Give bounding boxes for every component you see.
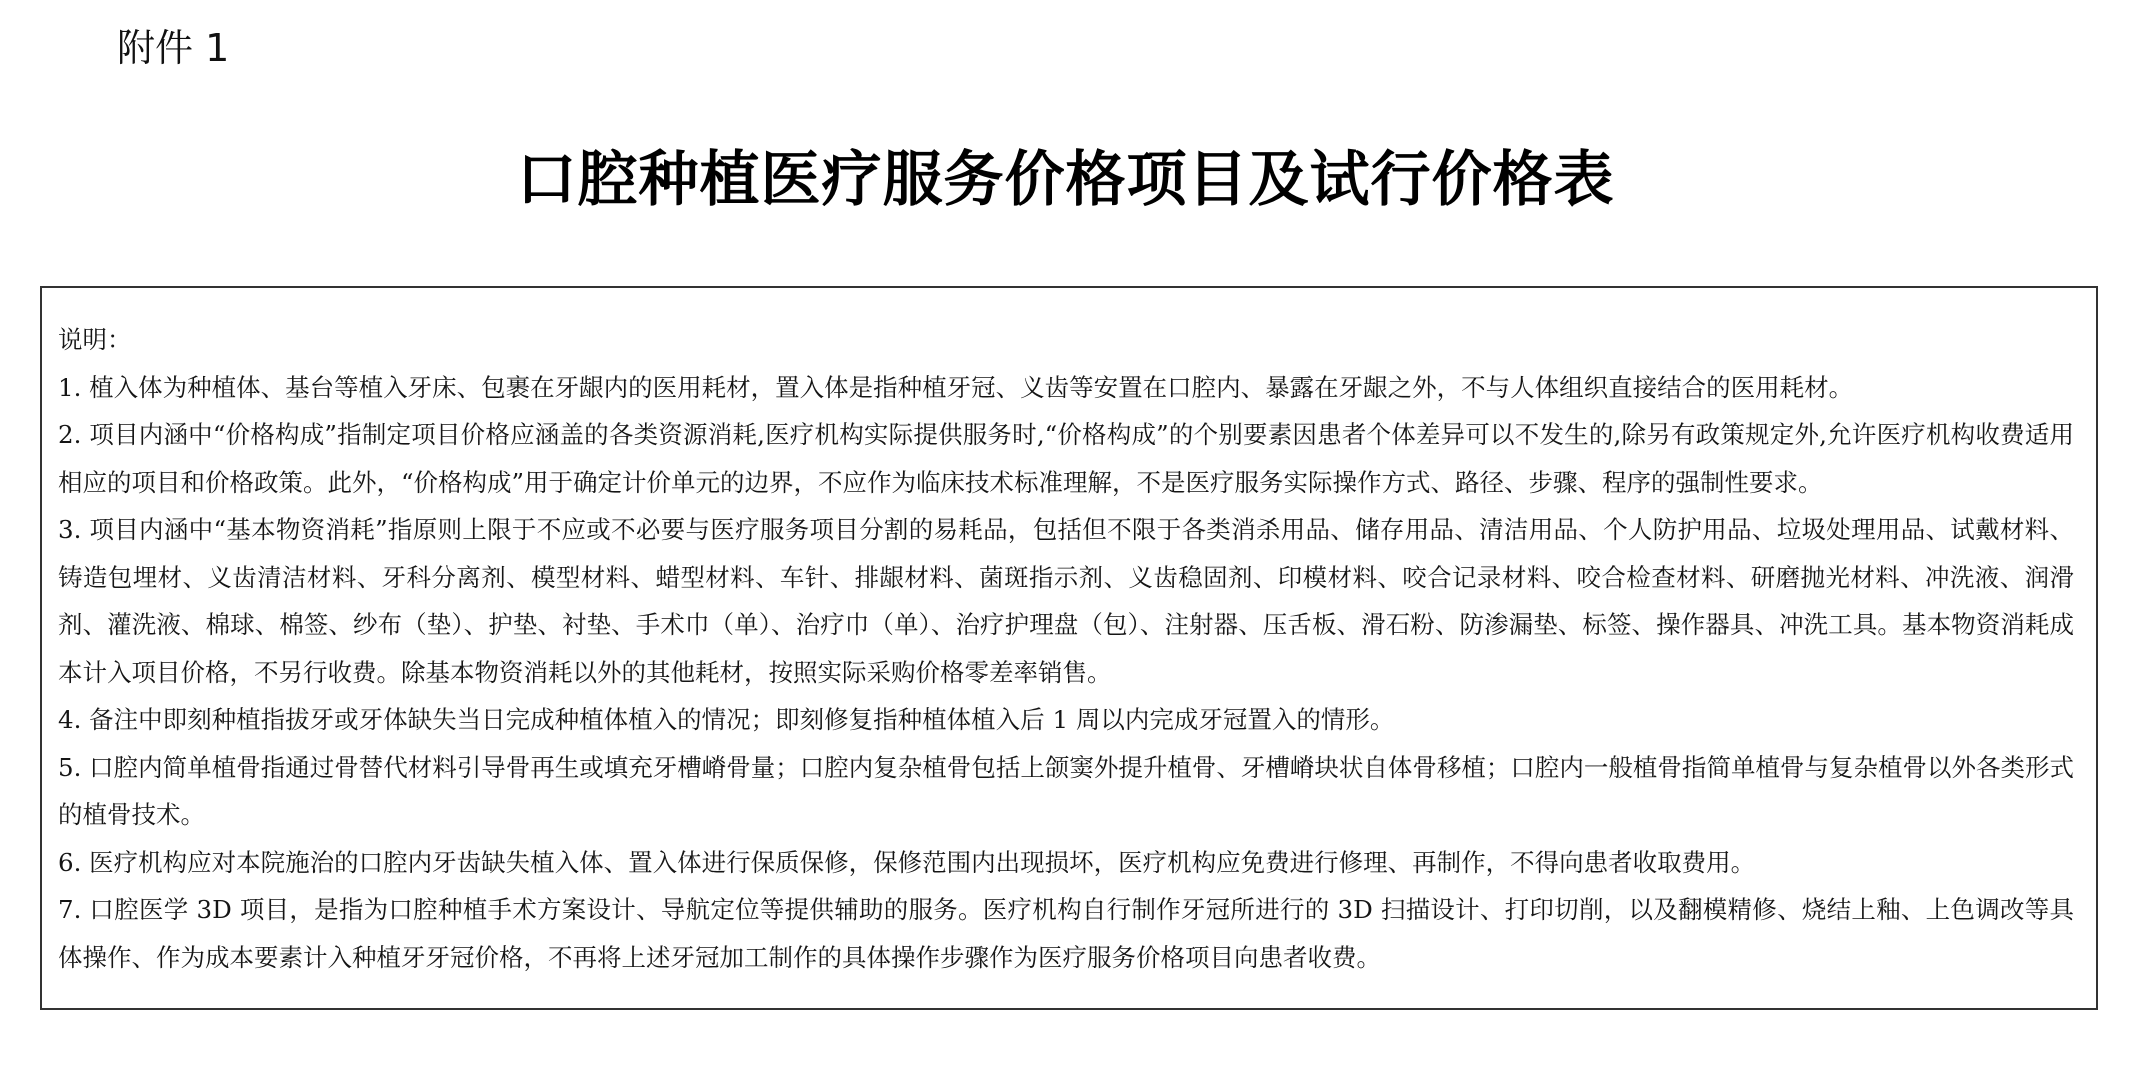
note-item-5: 5. 口腔内简单植骨指通过骨替代材料引导骨再生或填充牙槽嵴骨量；口腔内复杂植骨包括上颌窦外提升植骨、牙槽嵴块状自体骨移植；口腔内一般植骨指简单植骨与复杂植骨以外各类形式的植骨技术。	[58, 752, 2074, 829]
attachment-label: 附件 1	[117, 26, 230, 70]
note-item-2: 2. 项目内涵中“价格构成”指制定项目价格应涵盖的各类资源消耗,医疗机构实际提供服务时,“价格构成”的个别要素因患者个体差异可以不发生的,除另有政策规定外,允许医疗机构收费适用相应的项目和价格政策。此外，“价格构成”用于确定计价单元的边界，不应作为临床技术标准理解，不是医疗服务实际操作方式、路径、步骤、程序的强制性要求。	[58, 420, 2074, 497]
notes-box	[40, 286, 2098, 1010]
document-title: 口腔种植医疗服务价格项目及试行价格表	[516, 145, 1615, 215]
note-item-3: 3. 项目内涵中“基本物资消耗”指原则上限于不应或不必要与医疗服务项目分割的易耗品，包括但不限于各类消杀用品、储存用品、清洁用品、个人防护用品、垃圾处理用品、试戴材料、铸造包埋材、义齿清洁材料、牙科分离剂、模型材料、蜡型材料、车针、排龈材料、菌斑指示剂、义齿稳固剂、印模材料、咬合记录材料、咬合检查材料、研磨抛光材料、冲洗液、润滑剂、灌洗液、棉球、棉签、纱布（垫）、护垫、衬垫、手术巾（单）、治疗巾（单）、治疗护理盘（包）、注射器、压舌板、滑石粉、防渗漏垫、标签、操作器具、冲洗工具。基本物资消耗成本计入项目价格，不另行收费。除基本物资消耗以外的其他耗材，按照实际采购价格零差率销售。	[58, 515, 2074, 687]
notes-heading: 说明：	[58, 325, 132, 354]
note-item-4: 4. 备注中即刻种植指拔牙或牙体缺失当日完成种植体植入的情况；即刻修复指种植体植入后 1 周以内完成牙冠置入的情形。	[58, 705, 1395, 734]
note-item-7: 7. 口腔医学 3D 项目，是指为口腔种植手术方案设计、导航定位等提供辅助的服务。医疗机构自行制作牙冠所进行的 3D 扫描设计、打印切削，以及翻模精修、烧结上釉、上色调改等具体操作、作为成本要素计入种植牙牙冠价格，不再将上述牙冠加工制作的具体操作步骤作为医疗服务价格项目向患者收费。	[58, 895, 2074, 972]
note-item-1: 1. 植入体为种植体、基台等植入牙床、包裹在牙龈内的医用耗材，置入体是指种植牙冠、义齿等安置在口腔内、暴露在牙龈之外，不与人体组织直接结合的医用耗材。	[58, 372, 1854, 402]
note-item-6: 6. 医疗机构应对本院施治的口腔内牙齿缺失植入体、置入体进行保质保修，保修范围内出现损坏，医疗机构应免费进行修理、再制作，不得向患者收取费用。	[58, 847, 1756, 877]
